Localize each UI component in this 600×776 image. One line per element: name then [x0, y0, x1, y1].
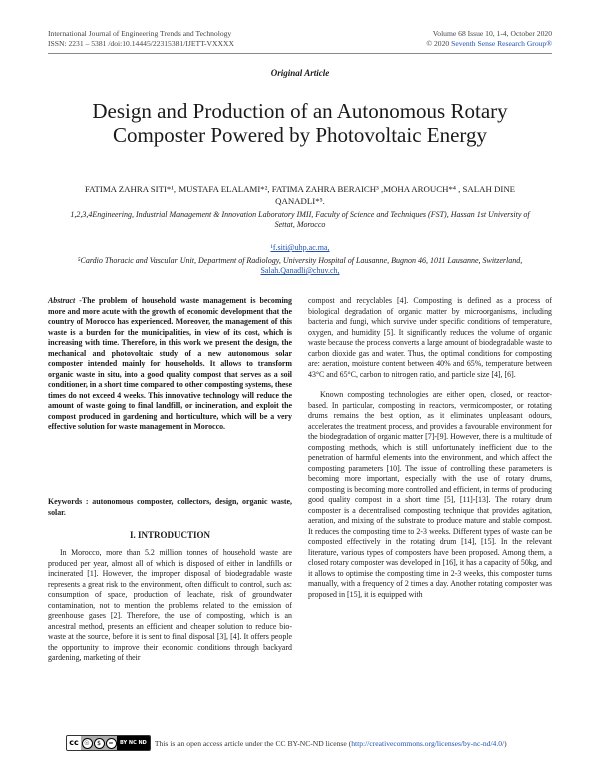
email-1-link[interactable]: ¹f.siti@uhp.ac.ma, — [270, 243, 330, 252]
affiliation-2: ⁵Cardio Thoracic and Vascular Unit, Department of Radiology, University Hospital of Lausanne, Bugnon 46, 1011 Lausanne, Switzerland, Salah.Qanadli@chuv.ch, — [77, 256, 523, 275]
issn-doi: ISSN: 2231 – 5381 /doi:10.14445/22315381/IJETT-VXXXX — [48, 39, 234, 48]
paper-title: Design and Production of an Autonomous Rotary Composter Powered by Photovoltaic Energy — [92, 99, 508, 147]
nc-icon: $ — [93, 736, 105, 750]
cc-license-badge[interactable] — [66, 735, 151, 751]
intro-left-column — [48, 548, 292, 664]
article-type: Original Article — [270, 68, 330, 78]
intro-paragraph-1: In Morocco, more than 5.2 million tonnes of household waste are produced per year, almost all of which is disposed of either in landfills or incinerated [1]. However, the improper disposal of biodegradable waste represents a great risk to the environment, often difficult to control, such as: consumption of space, production of leachate, risk of groundwater contamination, not to mention the problems related to the emission of greenhouse gases [2]. Therefore, the use of composting, which is an ancestral method, presents an efficient and cheaper solution to reduce bio-waste at the source, before it is sent to final disposal [3], [4]. It offers people the opportunity to improve their economic conditions through backyard gardening, marketing of their — [48, 548, 292, 662]
license-footer — [66, 735, 507, 751]
by-icon: ☉ — [81, 736, 93, 750]
email-1-line — [60, 243, 540, 253]
intro-right-column — [308, 296, 552, 600]
section-heading-introduction: I. INTRODUCTION — [129, 530, 210, 540]
abstract-text: -The problem of household waste management is becoming more and more acute with the growth of economic development that the country of Morocco has experienced. Moreover, the management of this waste is a burden for the municipalities, in view of its cost, which is increasing with time. Therefore, in this work we present the design, the mechanical and photovoltaic study of a new autonomous solar composter intended mainly for households. It allows to transform organic waste in situ, into a good quality compost that serves as a soil conditioner, in a short time compared to other composting systems, these times do not exceed 4 weeks. This innovative technology will reduce the amount of waste going to final landfill, or incineration, and exploit the compost produced in gardening and horticulture, which will be a very effective solution for waste management in Morocco. — [48, 296, 293, 431]
affiliation-1: 1,2,3,4Engineering, Industrial Management & Innovation Laboratory IMII, Faculty of Science and Techniques (FST), Hassan 1st University of Settat, Morocco — [70, 210, 530, 229]
author-list: FATIMA ZAHRA SITI*¹, MUSTAFA ELALAMI*², FATIMA ZAHRA BERAICH³ ,MOHA AROUCH*⁴ , SALAH DINE QANADLI*⁵. — [84, 184, 516, 206]
cc-icon: cc — [67, 736, 81, 750]
copyright-line: © 2020 Seventh Sense Research Group® — [426, 39, 552, 48]
header-divider — [48, 53, 552, 54]
badge-label: BY NC ND — [117, 736, 150, 750]
abstract-label: Abstract — [48, 296, 76, 305]
nd-icon: = — [105, 736, 117, 750]
publisher-link[interactable]: Seventh Sense Research Group® — [451, 39, 552, 48]
license-text: This is an open access article under the CC BY-NC-ND license (http://creativecommons.org/licenses/by-nc-nd/4.0/) — [154, 738, 507, 748]
abstract — [48, 296, 292, 433]
intro-paragraph-1-cont: compost and recyclables [4]. Composting is defined as a process of biological degradation of organic matter by microorganisms, including bacteria and fungi, which survive under specific conditions of temperature, oxygen, and humidity [5]. It significantly reduces the volume of organic waste because the process converts a large amount of biodegradable waste to carbon dioxide gas and water. Thus, the optimal conditions for composting are: aeration, moisture content between 40% and 65%, temperature between 43°C and 65°C, carbon to nitrogen ratio, and particle size [4], [6]. — [308, 296, 552, 379]
journal-name: International Journal of Engineering Trends and Technology — [48, 29, 232, 38]
email-2-link[interactable]: Salah.Qanadli@chuv.ch, — [260, 266, 340, 275]
journal-header-left — [48, 29, 234, 49]
intro-paragraph-2: Known composting technologies are either open, closed, or reactor-based. In particular, composting in reactors, vermicomposter, or rotating drums remains the best option, as it eliminates unpleasant odours, accelerates the treatment process, and provides a favourable environment for the biodegradation of organic matter [7]-[9]. However, there is a multitude of composting methods, which is still unfortunately inefficient due to the penetration of harmful elements into the environment, and which affect the composting parameters [10]. The issue of controlling these parameters is becoming more important, especially with the use of rotary drums, composting is becoming more controlled and efficient, in terms of producing good quality compost in a short time [5], [11]-[13]. The rotary drum composter is a decentralised composting technique that provides agitation, aeration, and mixing of the substrate to produce mature and stable compost. It reduces the composting time to 2-3 weeks. Different types of waste can be composted effectively in the rotating drum [14], [15]. In the relevant literature, various types of composters have been proposed. Among them, a closed rotary composter was developed in [16], it has a capacity of 50kg, and it allows to optimise the composting time in 2-3 weeks, this composter turns manually, with a frequency of 2 times a day. Another rotating composter was proposed in [15], it is equipped with — [308, 390, 552, 599]
journal-header-right — [426, 29, 552, 49]
license-link[interactable]: http://creativecommons.org/licenses/by-nc-nd/4.0/ — [351, 738, 505, 748]
keywords: Keywords : autonomous composter, collectors, design, organic waste, solar. — [48, 497, 292, 517]
volume-issue: Volume 68 Issue 10, 1-4, October 2020 — [432, 29, 552, 38]
